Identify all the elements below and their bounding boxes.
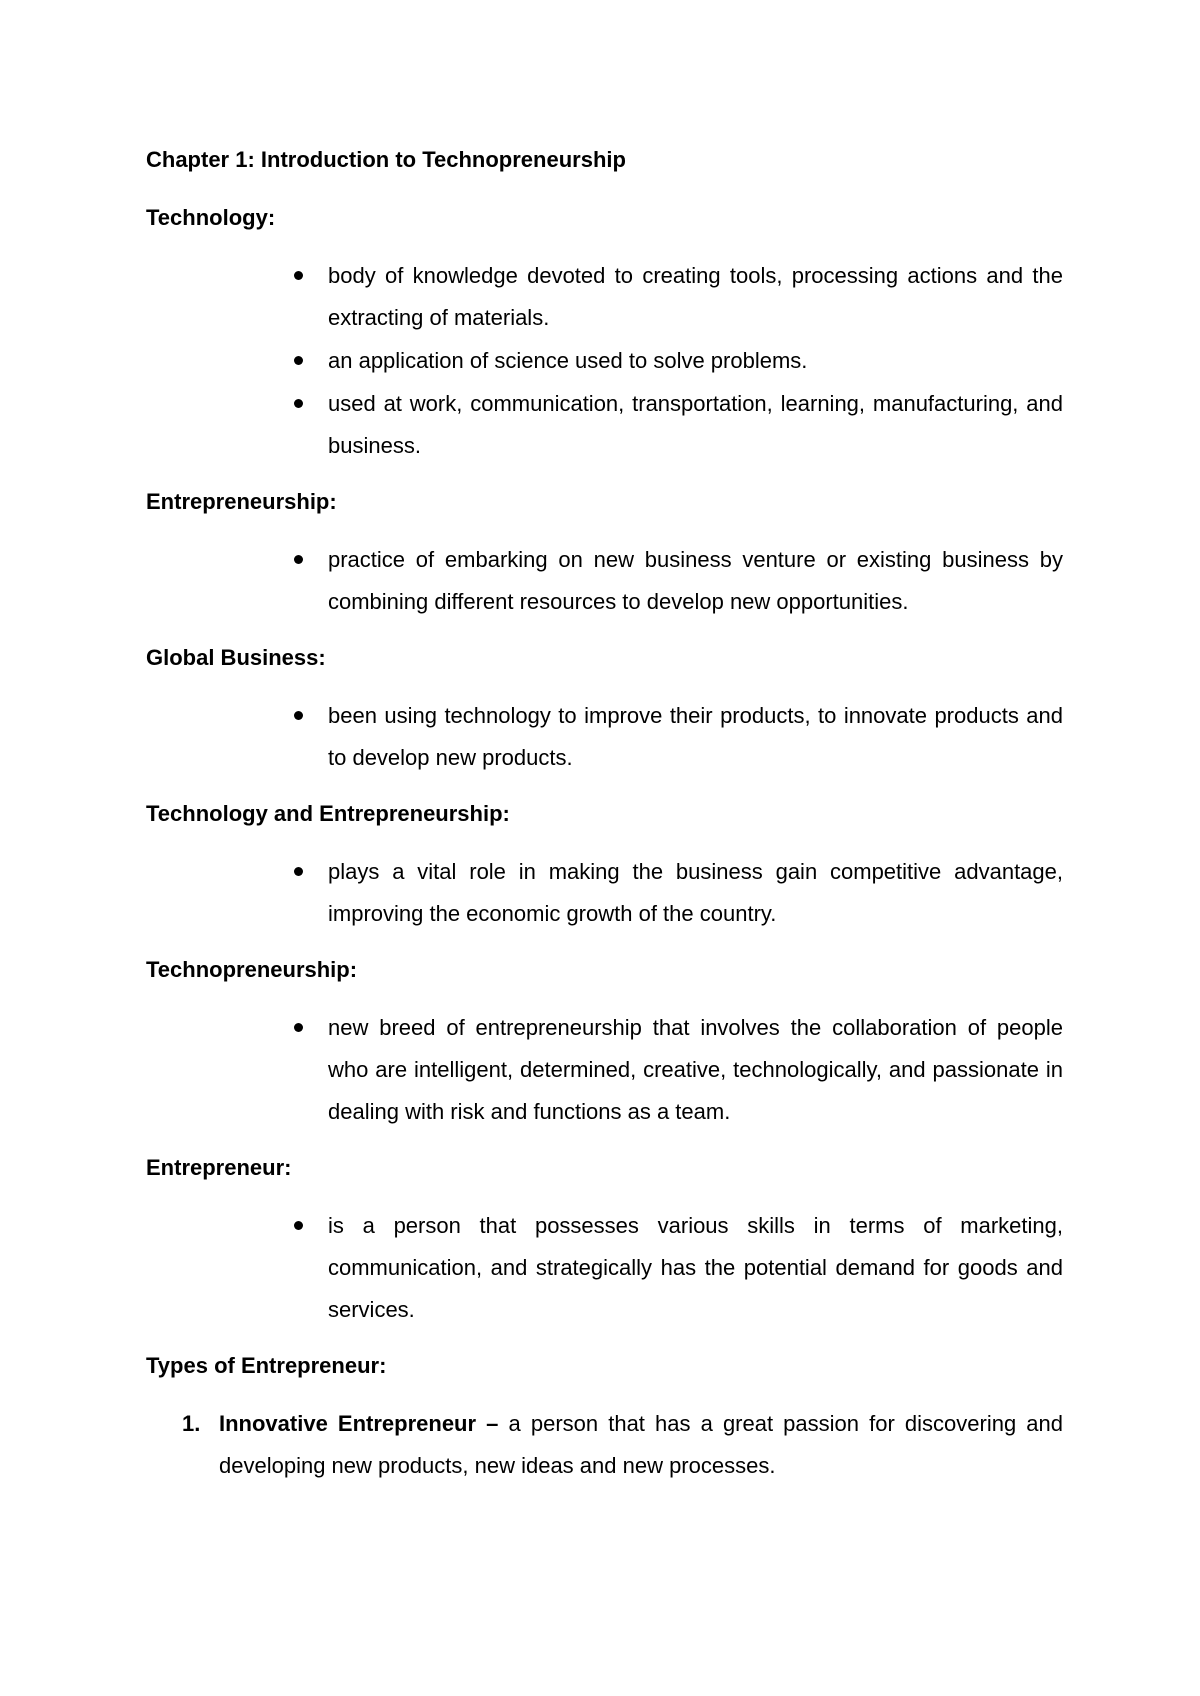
bullet-list [146, 255, 1063, 467]
section-heading: Entrepreneur: [146, 1155, 292, 1180]
section-technology [146, 199, 1063, 467]
list-item [328, 851, 1063, 935]
bullet-icon [294, 399, 303, 408]
bullet-list [146, 695, 1063, 779]
section-heading: Technology: [146, 205, 276, 230]
bullet-list [146, 1205, 1063, 1331]
bullet-text: been using technology to improve their products, to innovate products and to develop new products. [328, 703, 1063, 770]
bullet-text: body of knowledge devoted to creating tools, processing actions and the extracting of materials. [328, 263, 1063, 330]
list-item [328, 539, 1063, 623]
chapter-title: Chapter 1: Introduction to Technopreneurship [146, 147, 626, 172]
section-global-business [146, 639, 1063, 779]
section-entrepreneurship [146, 483, 1063, 623]
bullet-text: is a person that possesses various skills in terms of marketing, communication, and strategically has the potential demand for goods and services. [328, 1213, 1063, 1322]
bullet-icon [294, 867, 303, 876]
section-technology-and-entrepreneurship [146, 795, 1063, 935]
bullet-icon [294, 555, 303, 564]
list-item [328, 340, 1063, 382]
list-item [328, 383, 1063, 467]
bullet-icon [294, 356, 303, 365]
list-item [328, 255, 1063, 339]
section-technopreneurship [146, 951, 1063, 1133]
section-entrepreneur [146, 1149, 1063, 1331]
list-item [328, 1007, 1063, 1133]
bullet-icon [294, 271, 303, 280]
numbered-list [146, 1403, 1063, 1487]
section-types-of-entrepreneur [146, 1347, 1063, 1487]
bullet-text: used at work, communication, transportation, learning, manufacturing, and business. [328, 391, 1063, 458]
bullet-text: plays a vital role in making the business gain competitive advantage, improving the economic growth of the country. [328, 859, 1063, 926]
bullet-text: new breed of entrepreneurship that involves the collaboration of people who are intelligent, determined, creative, technologically, and passionate in dealing with risk and functions as a team. [328, 1015, 1063, 1124]
section-heading: Global Business: [146, 645, 326, 670]
list-item [182, 1403, 1063, 1487]
section-heading: Technopreneurship: [146, 957, 358, 982]
list-item [328, 1205, 1063, 1331]
document-content [146, 141, 1063, 1503]
list-item [328, 695, 1063, 779]
bullet-icon [294, 1221, 303, 1230]
bullet-text: an application of science used to solve problems. [328, 348, 808, 373]
section-heading: Technology and Entrepreneurship: [146, 801, 510, 826]
bullet-list [146, 1007, 1063, 1133]
list-number: 1. [182, 1411, 201, 1436]
section-heading: Types of Entrepreneur: [146, 1353, 387, 1378]
bullet-text: practice of embarking on new business venture or existing business by combining different resources to develop new opportunities. [328, 547, 1063, 614]
section-heading: Entrepreneurship: [146, 489, 337, 514]
term-description: a person that has a great passion for discovering and developing new products, new ideas and new processes. [219, 1411, 1063, 1478]
bullet-icon [294, 1023, 303, 1032]
bullet-list [146, 851, 1063, 935]
bullet-icon [294, 711, 303, 720]
term-label: Innovative Entrepreneur – [219, 1411, 499, 1436]
bullet-list [146, 539, 1063, 623]
